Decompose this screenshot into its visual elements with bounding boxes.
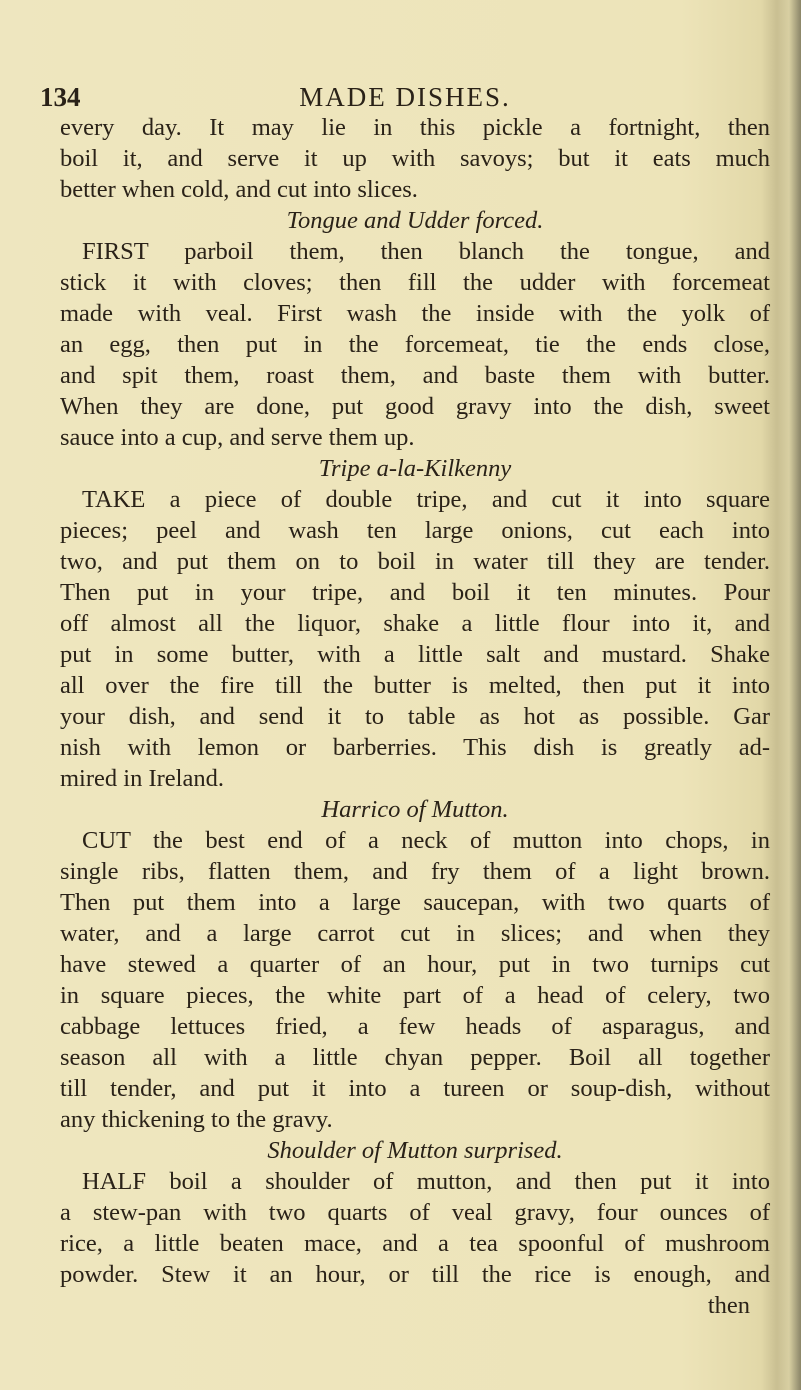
text-line: made with veal. First wash the inside with the yolk of — [60, 300, 770, 327]
page-number: 134 — [40, 82, 81, 112]
text-line: cabbage lettuces fried, a few heads of asparagus, and — [60, 1013, 770, 1040]
text-line: every day. It may lie in this pickle a fortnight, then — [60, 114, 770, 141]
recipe-heading: Tongue and Udder forced. — [286, 207, 544, 234]
text-line: season all with a little chyan pepper. Boil all together — [60, 1044, 770, 1071]
text-line: in square pieces, the white part of a head of celery, two — [60, 982, 770, 1009]
text-line: sauce into a cup, and serve them up. — [60, 424, 415, 451]
recipe-heading: Tripe a-la-Kilkenny — [318, 455, 512, 482]
text-line: your dish, and send it to table as hot as possible. Gar — [60, 703, 770, 730]
text-line: Then put in your tripe, and boil it ten minutes. Pour — [60, 579, 770, 606]
text-line: boil it, and serve it up with savoys; but it eats much — [60, 145, 770, 172]
text-line: any thickening to the gravy. — [60, 1106, 333, 1133]
text-line: nish with lemon or barberries. This dish is greatly ad- — [60, 734, 770, 761]
running-header — [40, 82, 770, 114]
text-line: have stewed a quarter of an hour, put in two turnips cut — [60, 951, 770, 978]
text-line: put in some butter, with a little salt and mustard. Shake — [60, 641, 770, 668]
text-line: water, and a large carrot cut in slices; and when they — [60, 920, 770, 947]
text-line: pieces; peel and wash ten large onions, cut each into — [60, 517, 770, 544]
running-title: MADE DISHES. — [299, 82, 511, 112]
page-body — [60, 112, 770, 1321]
text-line: two, and put them on to boil in water till they are tender. — [60, 548, 770, 575]
text-line: a stew-pan with two quarts of veal gravy, four ounces of — [60, 1199, 770, 1226]
recipe-heading: Harrico of Mutton. — [321, 796, 509, 823]
text-line: better when cold, and cut into slices. — [60, 176, 418, 203]
text-line: HALF boil a shoulder of mutton, and then put it into — [82, 1168, 770, 1195]
text-line: Then put them into a large saucepan, with two quarts of — [60, 889, 770, 916]
text-line: off almost all the liquor, shake a little flour into it, and — [60, 610, 770, 637]
text-line: TAKE a piece of double tripe, and cut it into square — [82, 486, 770, 513]
text-line: powder. Stew it an hour, or till the rice is enough, and — [60, 1261, 770, 1288]
text-line: FIRST parboil them, then blanch the tongue, and — [82, 238, 770, 265]
text-line: and spit them, roast them, and baste them with butter. — [60, 362, 770, 389]
text-line: till tender, and put it into a tureen or soup-dish, without — [60, 1075, 770, 1102]
text-line: stick it with cloves; then fill the udder with forcemeat — [60, 269, 770, 296]
text-line: rice, a little beaten mace, and a tea spoonful of mushroom — [60, 1230, 770, 1257]
text-line: then — [707, 1292, 750, 1319]
text-line: an egg, then put in the forcemeat, tie the ends close, — [60, 331, 770, 358]
text-line: single ribs, flatten them, and fry them of a light brown. — [60, 858, 770, 885]
text-line: mired in Ireland. — [60, 765, 224, 792]
text-line: all over the fire till the butter is melted, then put it into — [60, 672, 770, 699]
recipe-heading: Shoulder of Mutton surprised. — [267, 1137, 563, 1164]
text-line: CUT the best end of a neck of mutton into chops, in — [82, 827, 770, 854]
text-line: When they are done, put good gravy into the dish, sweet — [60, 393, 770, 420]
